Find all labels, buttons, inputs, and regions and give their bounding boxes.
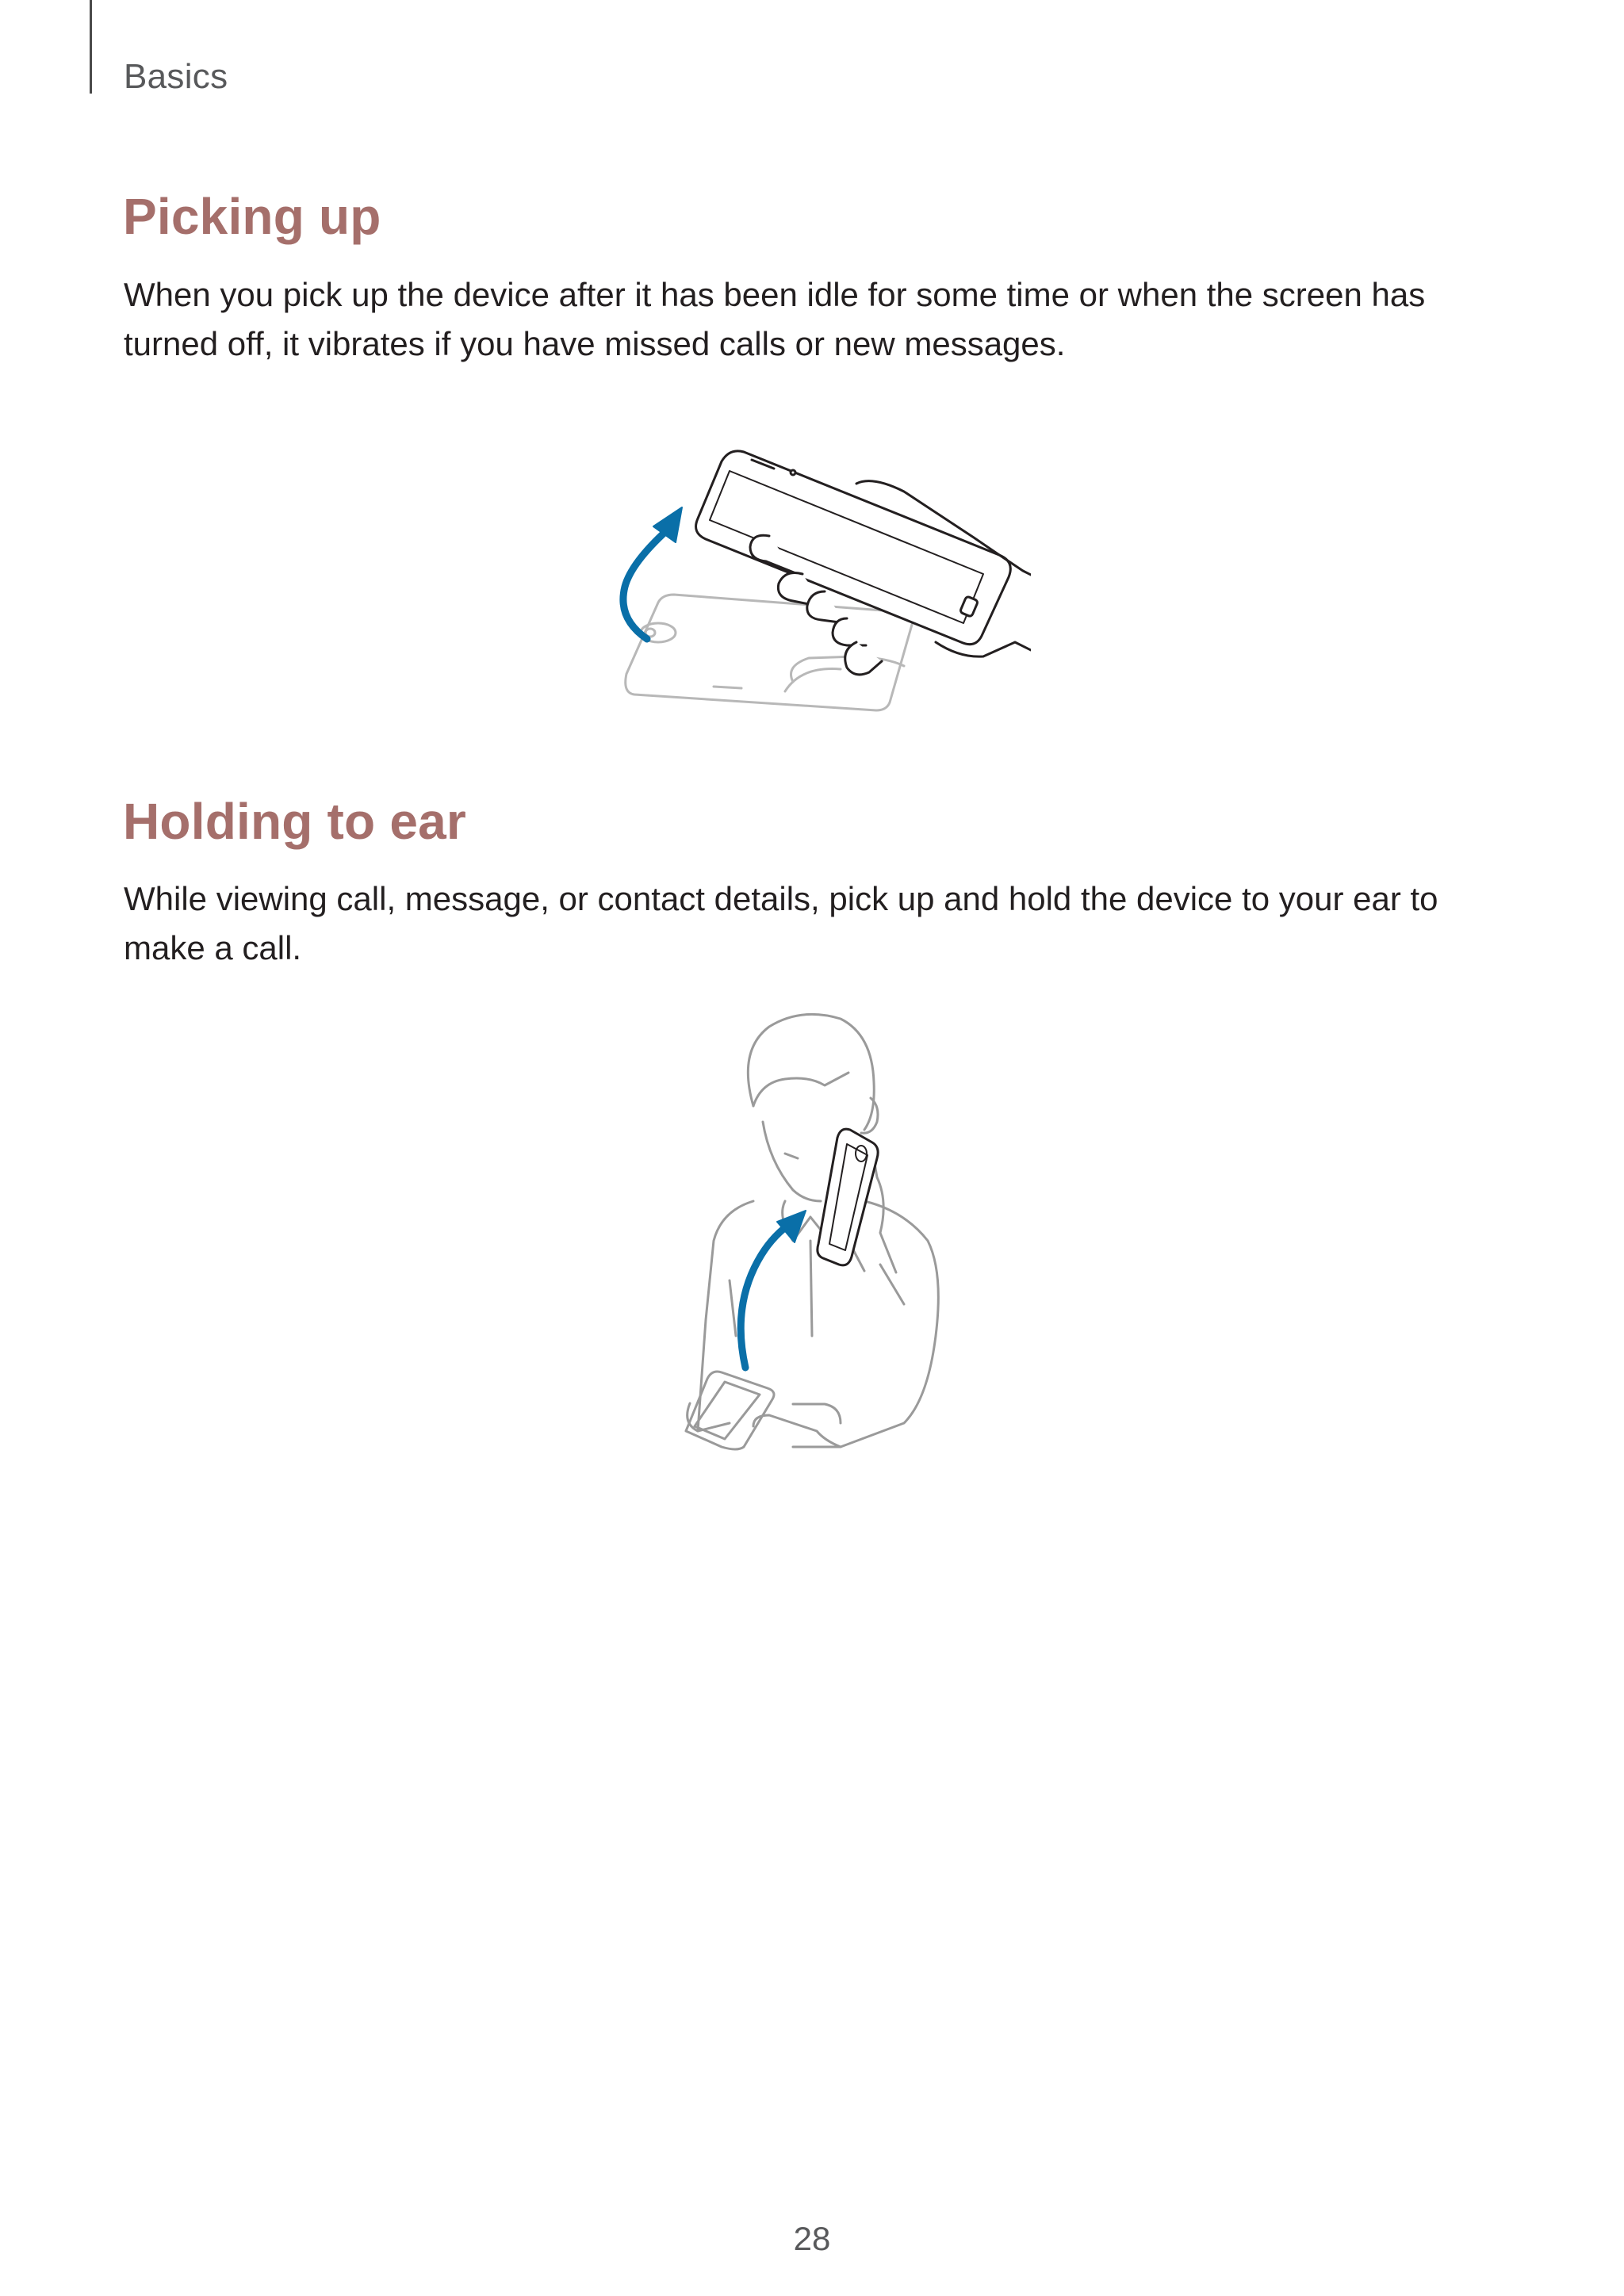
phone-in-hand [696,451,1031,675]
section-body-holding-to-ear: While viewing call, message, or contact details, pick up and hold the device to your ear to make a call. [124,880,1438,966]
running-header: Basics [124,57,228,96]
holding-to-ear-illustration [642,1003,991,1479]
page-number: 28 [793,2220,831,2257]
lift-to-ear-arrow [741,1211,806,1368]
phone-at-ear [818,1129,878,1265]
lift-arrow [623,507,682,639]
section-body-picking-up: When you pick up the device after it has been idle for some time or when the screen has turned off, it vibrates if you have missed calls or new messages. [124,276,1426,362]
section-title-holding-to-ear: Holding to ear [123,793,467,850]
header-margin-rule [90,0,92,94]
section-title-picking-up: Picking up [123,188,381,245]
person-outline [686,1014,938,1449]
picking-up-illustration [603,404,1031,721]
